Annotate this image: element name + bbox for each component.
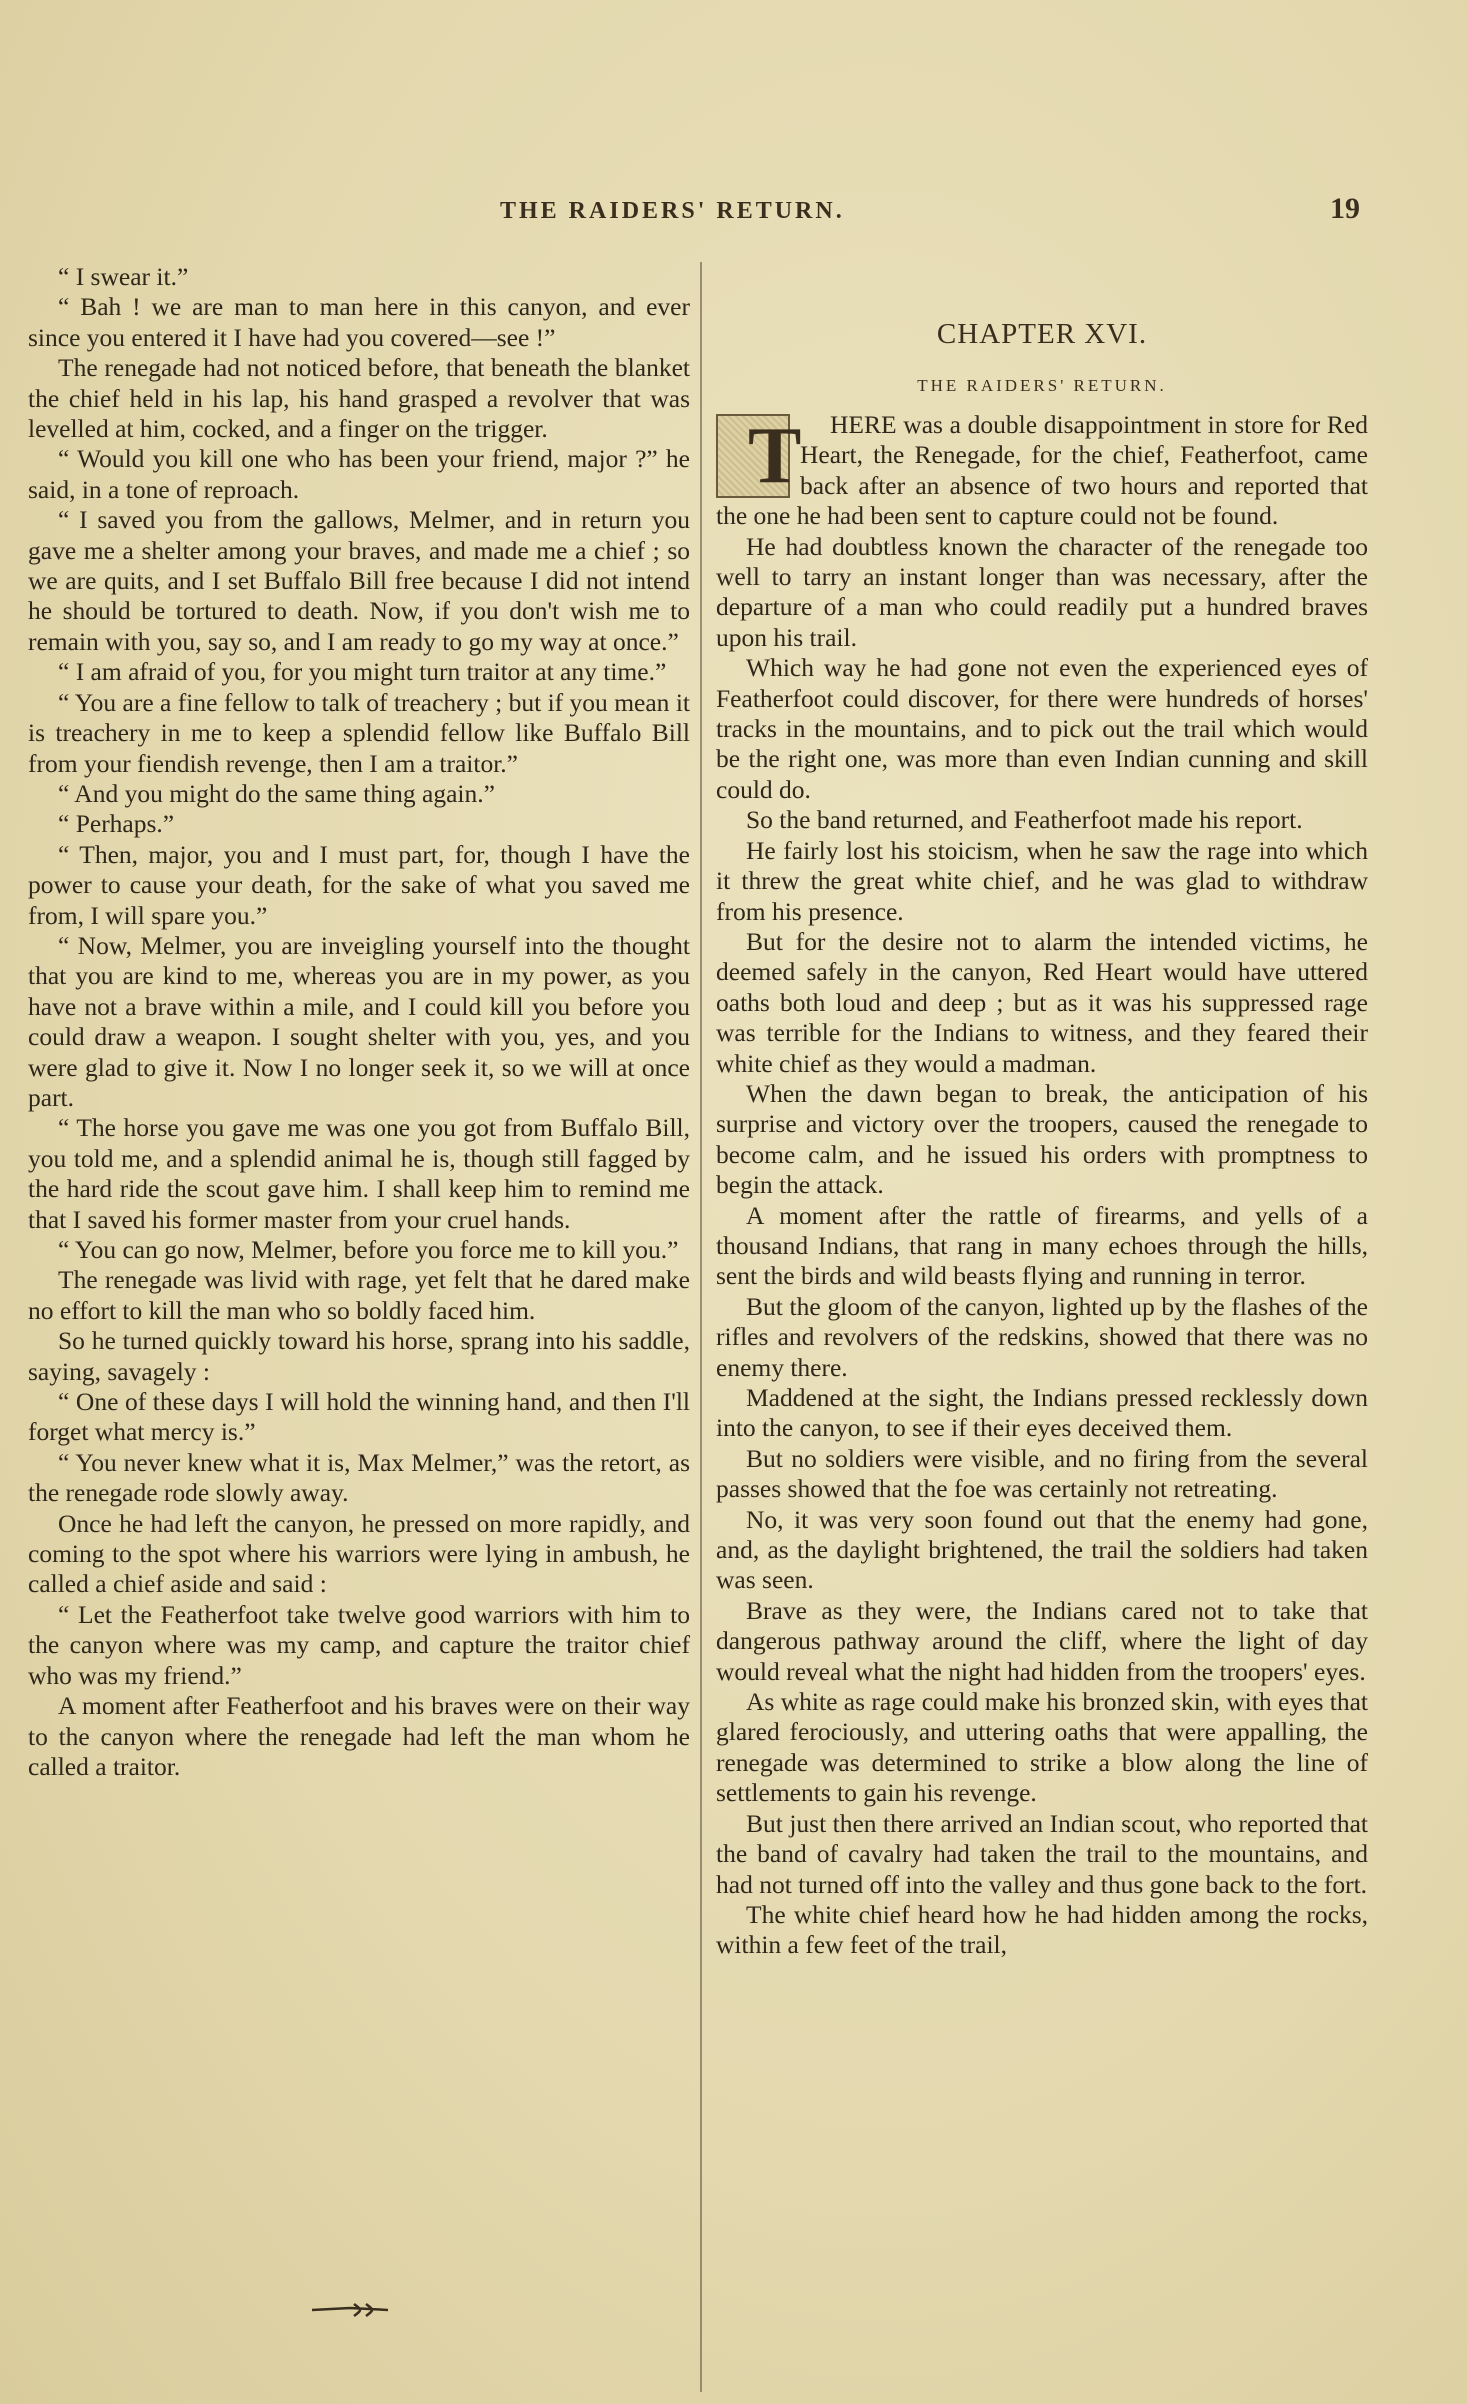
paragraph: “ You never knew what it is, Max Melmer,” was the retort, as the renegade rode slowly away. xyxy=(28,1447,690,1508)
running-head: THE RAIDERS' RETURN. xyxy=(500,198,845,224)
paragraph: “ And you might do the same thing again.” xyxy=(58,778,495,808)
paragraph: A moment after Featherfoot and his braves were on their way to the canyon where the renegade had left the man whom he called a traitor. xyxy=(28,1691,690,1781)
paragraph: “ I saved you from the gallows, Melmer, and in return you gave me a shelter among your braves, and made me a chief ; so we are quits, and I set Buffalo Bill free because I did not intend he should be tortured to death. Now, if you don't wish me to remain with you, say so, and I am ready to go my way at once.” xyxy=(28,505,690,656)
paragraph: “ Then, major, you and I must part, for, though I have the power to cause your death, for the sake of what you saved me from, I will spare you.” xyxy=(28,839,690,930)
paragraph: He fairly lost his stoicism, when he saw the rage into which it threw the great white chief, and he was glad to withdraw from his presence. xyxy=(716,835,1368,926)
right-column xyxy=(716,410,1368,1961)
paragraph: No, it was very soon found out that the enemy had gone, and, as the daylight brightened, the trail the soldiers had taken was seen. xyxy=(716,1504,1368,1595)
paragraph: “ I swear it.” xyxy=(58,262,189,291)
page-number: 19 xyxy=(1330,192,1360,225)
paragraph: Brave as they were, the Indians cared not to take that dangerous pathway around the cliff, where the light of day would reveal what the night had hidden from the troopers' eyes. xyxy=(716,1595,1368,1686)
paragraph: The white chief heard how he had hidden among the rocks, within a few feet of the trail, xyxy=(716,1899,1368,1960)
tailpiece-ornament-icon xyxy=(310,2300,390,2320)
paragraph: But just then there arrived an Indian scout, who reported that the band of cavalry had taken the trail to the mountains, and had not turned off into the valley and thus gone back to the fort. xyxy=(716,1808,1368,1899)
paragraph: But no soldiers were visible, and no firing from the several passes showed that the foe was certainly not retreating. xyxy=(716,1443,1368,1504)
left-column xyxy=(28,262,690,1782)
paragraph: “ Perhaps.” xyxy=(58,809,175,839)
paragraph: The renegade was livid with rage, yet felt that he dared make no effort to kill the man who so boldly faced him. xyxy=(28,1265,690,1325)
column-divider xyxy=(700,262,702,2392)
drop-cap: T xyxy=(716,414,790,498)
paragraph: “ Now, Melmer, you are inveigling yourself into the thought that you are kind to me, whereas you are in my power, as you have not a brave within a mile, and I could kill you before you could draw a weapon. I sought shelter with you, yes, and you were glad to give it. Now I no longer seek it, so we will at once part. xyxy=(28,930,690,1112)
paragraph: “ I am afraid of you, for you might turn traitor at any time.” xyxy=(58,657,667,687)
paragraph: When the dawn began to break, the anticipation of his surprise and victory over the troopers, caused the renegade to become calm, and he issued his orders with promptness to begin the attack. xyxy=(716,1078,1368,1200)
paragraph: “ Let the Featherfoot take twelve good warriors with him to the canyon where was my camp, and capture the traitor chief who was my friend.” xyxy=(28,1599,690,1690)
paragraph: The renegade had not noticed before, that beneath the blanket the chief held in his lap, his hand grasped a revolver that was levelled at him, cocked, and a finger on the trigger. xyxy=(28,353,690,444)
paragraph: A moment after the rattle of firearms, and yells of a thousand Indians, that rang in many echoes through the hills, sent the birds and wild beasts flying and running in terror. xyxy=(716,1200,1368,1291)
chapter-title: CHAPTER XVI. xyxy=(936,318,1148,350)
paragraph: So he turned quickly toward his horse, sprang into his saddle, saying, savagely : xyxy=(28,1326,690,1386)
chapter-subtitle: THE RAIDERS' RETURN. xyxy=(917,376,1167,395)
paragraph: Which way he had gone not even the experienced eyes of Featherfoot could discover, for there were hundreds of horses' tracks in the mountains, and to pick out the trail which would be the right one, was more than even Indian cunning and skill could do. xyxy=(716,653,1368,804)
paragraph: “ Would you kill one who has been your friend, major ?” he said, in a tone of reproach. xyxy=(28,444,690,504)
paragraph: As white as rage could make his bronzed skin, with eyes that glared ferociously, and uttering oaths that were appalling, the renegade was determined to strike a blow along the line of settlements to gain his revenge. xyxy=(716,1687,1368,1808)
paragraph: “ The horse you gave me was one you got from Buffalo Bill, you told me, and a splendid animal he is, though still fagged by the hard ride the scout gave him. I shall keep him to remind me that I saved his former master from your cruel hands. xyxy=(28,1113,690,1234)
paragraph: But for the desire not to alarm the intended victims, he deemed safely in the canyon, Red Heart would have uttered oaths both loud and deep ; but as it was his suppressed rage was terrible for the Indians to witness, and they feared their white chief as they would a madman. xyxy=(716,926,1368,1078)
page-header xyxy=(500,192,1400,232)
paragraph: “ You are a fine fellow to talk of treachery ; but if you mean it is treachery in me to keep a splendid fellow like Buffalo Bill from your fiendish revenge, then I am a traitor.” xyxy=(28,687,690,778)
first-paragraph-text: HERE was a double disappointment in store for Red Heart, the Renegade, for the chief, Featherfoot, came back after an absence of two hours and reported that the one he had been sent to capture could not be found. xyxy=(716,410,1368,531)
paragraph: Maddened at the sight, the Indians pressed recklessly down into the canyon, to see if their eyes deceived them. xyxy=(716,1383,1368,1443)
paragraph: “ Bah ! we are man to man here in this canyon, and ever since you entered it I have had you covered—see !” xyxy=(28,292,690,352)
paragraph: Once he had left the canyon, he pressed on more rapidly, and coming to the spot where his warriors were lying in ambush, he called a chief aside and said : xyxy=(28,1508,690,1599)
paragraph: So the band returned, and Featherfoot made his report. xyxy=(746,805,1303,835)
paragraph: But the gloom of the canyon, lighted up by the flashes of the rifles and revolvers of the redskins, showed that there was no enemy there. xyxy=(716,1291,1368,1382)
paragraph xyxy=(716,410,1368,532)
paragraph: He had doubtless known the character of the renegade too well to tarry an instant longer than was necessary, after the departure of a man who could readily put a hundred braves upon his trail. xyxy=(716,531,1368,652)
paragraph: “ You can go now, Melmer, before you force me to kill you.” xyxy=(58,1235,679,1264)
paragraph: “ One of these days I will hold the winning hand, and then I'll forget what mercy is.” xyxy=(28,1387,690,1447)
